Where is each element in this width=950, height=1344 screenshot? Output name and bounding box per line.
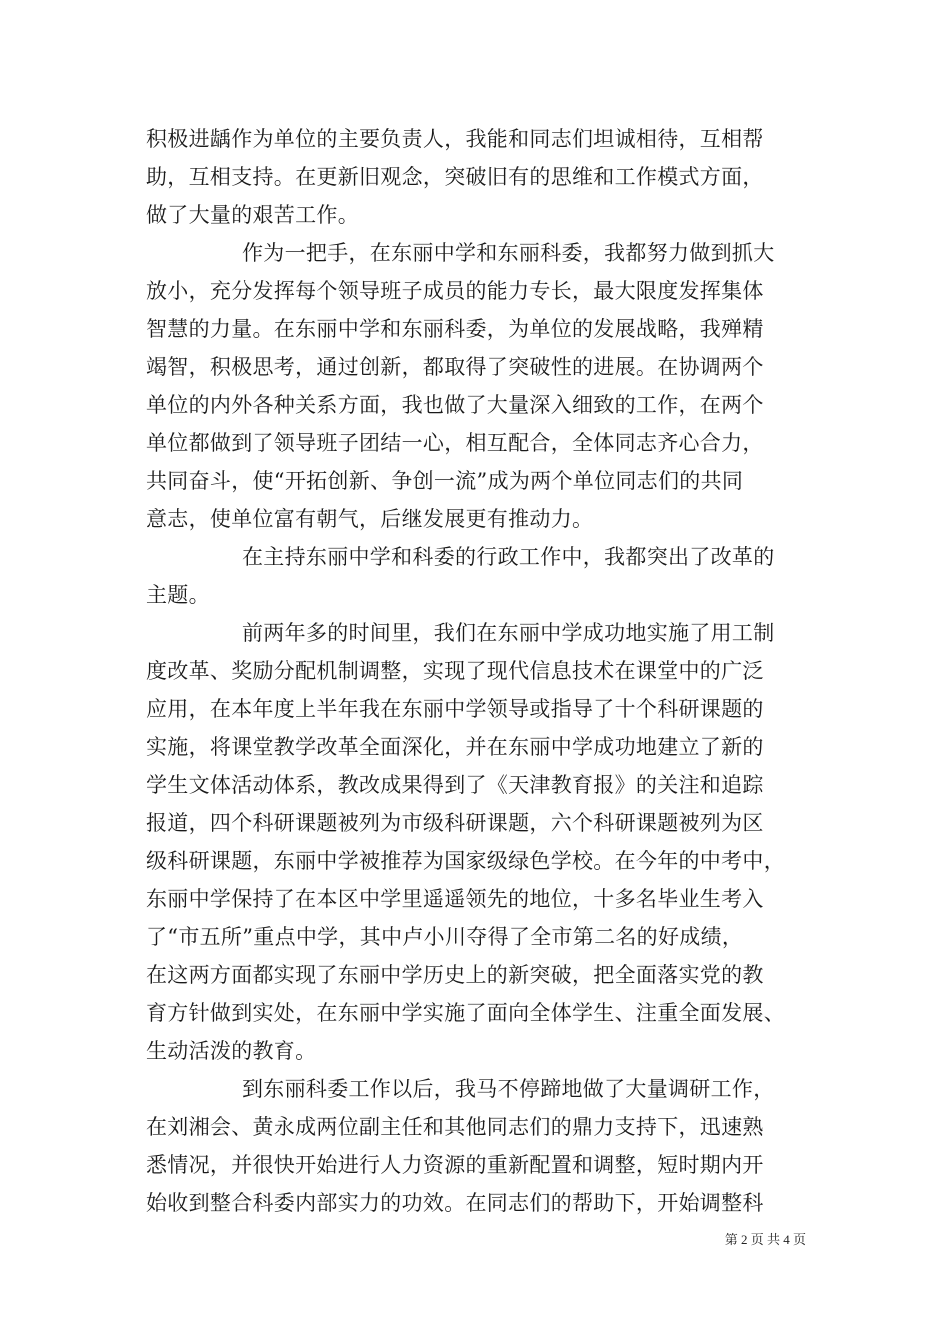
text-line: 单位都做到了领导班子团结一心，相互配合，全体同志齐心合力，	[146, 431, 764, 455]
paragraph-first-line: 前两年多的时间里，我们在东丽中学成功地实施了用工制	[242, 621, 775, 645]
text-line: 报道，四个科研课题被列为市级科研课题，六个科研课题被列为区	[146, 811, 764, 835]
text-line: 放小，充分发挥每个领导班子成员的能力专长，最大限度发挥集体	[146, 279, 764, 303]
text-line: 育方针做到实处，在东丽中学实施了面向全体学生、注重全面发展、	[146, 1001, 785, 1025]
text-line: 生动活泼的教育。	[146, 1039, 317, 1063]
paragraph-first-line: 到东丽科委工作以后，我马不停蹄地做了大量调研工作，	[242, 1077, 775, 1101]
text-line: 在刘湘会、黄永成两位副主任和其他同志们的鼎力支持下，迅速熟	[146, 1115, 764, 1139]
text-line: 应用，在本年度上半年我在东丽中学领导或指导了十个科研课题的	[146, 697, 764, 721]
paragraph-first-line: 在主持东丽中学和科委的行政工作中，我都突出了改革的	[242, 545, 775, 569]
text-line: 度改革、奖励分配机制调整，实现了现代信息技术在课堂中的广泛	[146, 659, 764, 683]
text-line: 智慧的力量。在东丽中学和东丽科委，为单位的发展战略，我殚精	[146, 317, 764, 341]
text-line: 东丽中学保持了在本区中学里遥遥领先的地位，十多名毕业生考入	[146, 887, 764, 911]
text-line: 单位的内外各种关系方面，我也做了大量深入细致的工作，在两个	[146, 393, 764, 417]
text-line: 做了大量的艰苦工作。	[146, 203, 359, 227]
text-line: 共同奋斗，使“开拓创新、争创一流”成为两个单位同志们的共同	[146, 469, 744, 493]
text-line: 主题。	[146, 583, 210, 607]
text-line: 在这两方面都实现了东丽中学历史上的新突破，把全面落实党的教	[146, 963, 764, 987]
text-line: 了“市五所”重点中学，其中卢小川夺得了全市第二名的好成绩，	[146, 925, 744, 949]
page-number-footer: 第 2 页 共 4 页	[724, 1232, 806, 1247]
text-line: 始收到整合科委内部实力的功效。在同志们的帮助下，开始调整科	[146, 1191, 764, 1215]
text-line: 实施，将课堂教学改革全面深化，并在东丽中学成功地建立了新的	[146, 735, 764, 759]
text-line: 积极进龋作为单位的主要负责人，我能和同志们坦诚相待，互相帮	[146, 127, 764, 151]
text-line: 竭智，积极思考，通过创新，都取得了突破性的进展。在协调两个	[146, 355, 764, 379]
text-line: 级科研课题，东丽中学被推荐为国家级绿色学校。在今年的中考中，	[146, 849, 785, 873]
text-line: 助，互相支持。在更新旧观念，突破旧有的思维和工作模式方面，	[146, 165, 764, 189]
paragraph-first-line: 作为一把手，在东丽中学和东丽科委，我都努力做到抓大	[242, 241, 775, 265]
text-line: 意志，使单位富有朝气，后继发展更有推动力。	[146, 507, 594, 531]
text-line: 学生文体活动体系，教改成果得到了《天津教育报》的关注和追踪	[146, 773, 764, 797]
text-line: 悉情况，并很快开始进行人力资源的重新配置和调整，短时期内开	[146, 1153, 764, 1177]
